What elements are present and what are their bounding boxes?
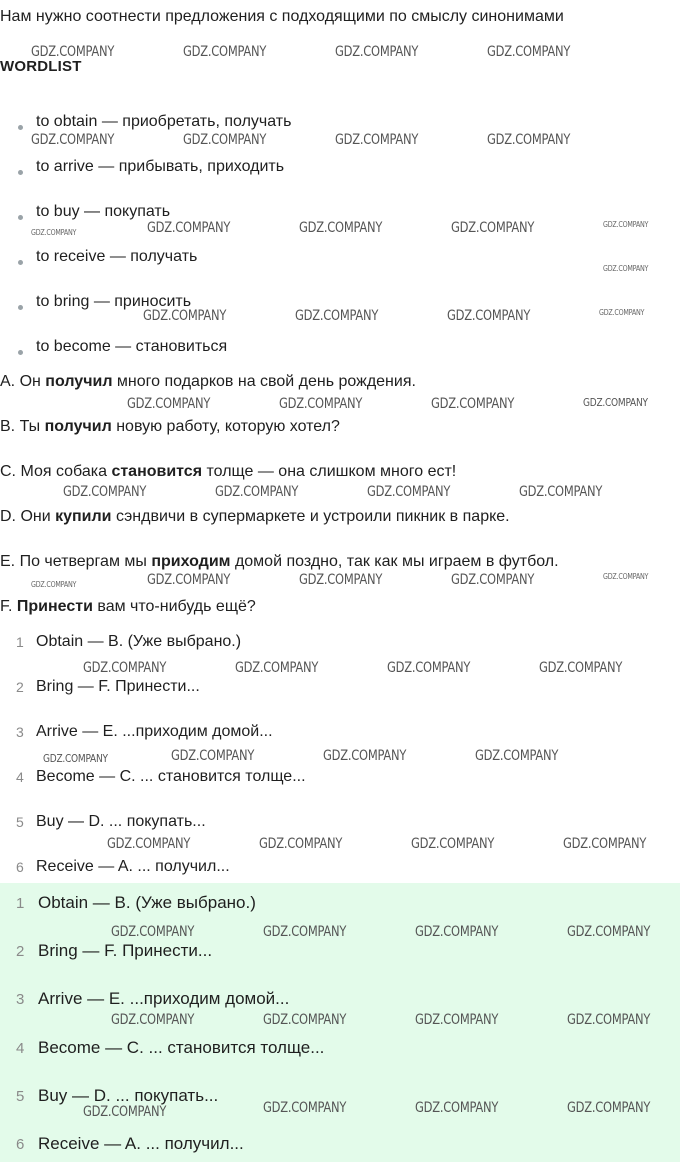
final-answer-item: Bring — F. Принести... — [38, 941, 213, 960]
watermark: GDZ.COMPANY — [599, 308, 645, 317]
watermark: GDZ.COMPANY — [603, 264, 649, 273]
watermark: GDZ.COMPANY — [487, 132, 571, 148]
list-number: 4 — [16, 1040, 25, 1057]
watermark: GDZ.COMPANY — [279, 396, 363, 412]
watermark: GDZ.COMPANY — [235, 660, 319, 676]
watermark: GDZ.COMPANY — [31, 132, 115, 148]
list-number: 4 — [16, 769, 24, 785]
bullet-icon — [18, 350, 23, 355]
watermark: GDZ.COMPANY — [411, 836, 495, 852]
watermark: GDZ.COMPANY — [451, 220, 535, 236]
answer-item: Obtain — B. (Уже выбрано.) — [36, 633, 242, 650]
watermark: GDZ.COMPANY — [415, 1100, 499, 1116]
watermark: GDZ.COMPANY — [431, 396, 515, 412]
watermark: GDZ.COMPANY — [583, 396, 648, 409]
watermark: GDZ.COMPANY — [415, 1012, 499, 1028]
watermark: GDZ.COMPANY — [603, 220, 649, 229]
watermark: GDZ.COMPANY — [263, 1012, 347, 1028]
final-answer-item: Become — C. ... становится толще... — [38, 1038, 325, 1057]
watermark: GDZ.COMPANY — [603, 572, 649, 581]
sentence-a: A. Он получил много подарков на свой день рождения. — [0, 373, 416, 390]
wordlist-item: to buy — покупать — [36, 203, 171, 220]
list-number: 1 — [16, 634, 24, 650]
sentence-f: F. Принести вам что-нибудь ещё? — [0, 598, 256, 615]
watermark: GDZ.COMPANY — [295, 308, 379, 324]
watermark: GDZ.COMPANY — [31, 228, 77, 237]
bullet-icon — [18, 170, 23, 175]
answer-item: Become — C. ... становится толще... — [36, 768, 306, 785]
watermark: GDZ.COMPANY — [31, 44, 115, 60]
list-number: 1 — [16, 895, 25, 912]
watermark: GDZ.COMPANY — [451, 572, 535, 588]
watermark: GDZ.COMPANY — [487, 44, 571, 60]
final-answer-item: Receive — A. ... получил... — [38, 1134, 244, 1153]
watermark: GDZ.COMPANY — [111, 1012, 195, 1028]
watermark: GDZ.COMPANY — [183, 44, 267, 60]
watermark: GDZ.COMPANY — [43, 752, 108, 765]
watermark: GDZ.COMPANY — [183, 132, 267, 148]
answer-item: Arrive — E. ...приходим домой... — [36, 723, 273, 740]
final-answer-item: Arrive — E. ...приходим домой... — [38, 989, 290, 1008]
bullet-icon — [18, 125, 23, 130]
watermark: GDZ.COMPANY — [171, 748, 255, 764]
list-number: 6 — [16, 859, 24, 875]
sentence-d: D. Они купили сэндвичи в супермаркете и устроили пикник в парке. — [0, 508, 510, 525]
list-number: 5 — [16, 814, 24, 830]
watermark: GDZ.COMPANY — [415, 924, 499, 940]
answer-item: Buy — D. ... покупать... — [36, 813, 206, 830]
watermark: GDZ.COMPANY — [147, 220, 231, 236]
list-number: 2 — [16, 679, 24, 695]
watermark: GDZ.COMPANY — [447, 308, 531, 324]
bullet-icon — [18, 215, 23, 220]
wordlist-item: to bring — приносить — [36, 293, 192, 310]
watermark: GDZ.COMPANY — [63, 484, 147, 500]
watermark: GDZ.COMPANY — [475, 748, 559, 764]
watermark: GDZ.COMPANY — [215, 484, 299, 500]
answer-item: Bring — F. Принести... — [36, 678, 200, 695]
watermark: GDZ.COMPANY — [31, 580, 77, 589]
wordlist-item: to become — становиться — [36, 338, 228, 355]
watermark: GDZ.COMPANY — [259, 836, 343, 852]
wordlist-item: to obtain — приобретать, получать — [36, 113, 292, 130]
list-number: 3 — [16, 991, 25, 1008]
bullet-icon — [18, 260, 23, 265]
watermark: GDZ.COMPANY — [143, 308, 227, 324]
final-answer-item: Buy — D. ... покупать... — [38, 1086, 219, 1105]
answer-item: Receive — A. ... получил... — [36, 858, 230, 875]
watermark: GDZ.COMPANY — [539, 660, 623, 676]
watermark: GDZ.COMPANY — [299, 572, 383, 588]
wordlist-item: to receive — получать — [36, 248, 198, 265]
sentence-c: C. Моя собака становится толще — она слишком много ест! — [0, 463, 457, 480]
wordlist-heading: WORDLIST — [0, 58, 82, 75]
list-number: 2 — [16, 943, 25, 960]
watermark: GDZ.COMPANY — [519, 484, 603, 500]
watermark: GDZ.COMPANY — [111, 924, 195, 940]
watermark: GDZ.COMPANY — [83, 660, 167, 676]
watermark: GDZ.COMPANY — [335, 44, 419, 60]
list-number: 6 — [16, 1136, 25, 1153]
sentence-b: B. Ты получил новую работу, которую хотел? — [0, 418, 340, 435]
list-number: 5 — [16, 1088, 25, 1105]
watermark: GDZ.COMPANY — [127, 396, 211, 412]
watermark: GDZ.COMPANY — [335, 132, 419, 148]
watermark: GDZ.COMPANY — [83, 1104, 167, 1120]
watermark: GDZ.COMPANY — [107, 836, 191, 852]
sentence-e: E. По четвергам мы приходим домой поздно, так как мы играем в футбол. — [0, 553, 559, 570]
wordlist-item: to arrive — прибывать, приходить — [36, 158, 285, 175]
watermark: GDZ.COMPANY — [263, 1100, 347, 1116]
watermark: GDZ.COMPANY — [263, 924, 347, 940]
watermark: GDZ.COMPANY — [387, 660, 471, 676]
watermark: GDZ.COMPANY — [563, 836, 647, 852]
watermark: GDZ.COMPANY — [299, 220, 383, 236]
watermark: GDZ.COMPANY — [323, 748, 407, 764]
watermark: GDZ.COMPANY — [147, 572, 231, 588]
bullet-icon — [18, 305, 23, 310]
intro-text: Нам нужно соотнести предложения с подходящими по смыслу синонимами — [0, 8, 564, 25]
final-answer-item: Obtain — B. (Уже выбрано.) — [38, 893, 256, 912]
watermark: GDZ.COMPANY — [567, 1100, 651, 1116]
watermark: GDZ.COMPANY — [567, 1012, 651, 1028]
watermark: GDZ.COMPANY — [567, 924, 651, 940]
watermark: GDZ.COMPANY — [367, 484, 451, 500]
list-number: 3 — [16, 724, 24, 740]
